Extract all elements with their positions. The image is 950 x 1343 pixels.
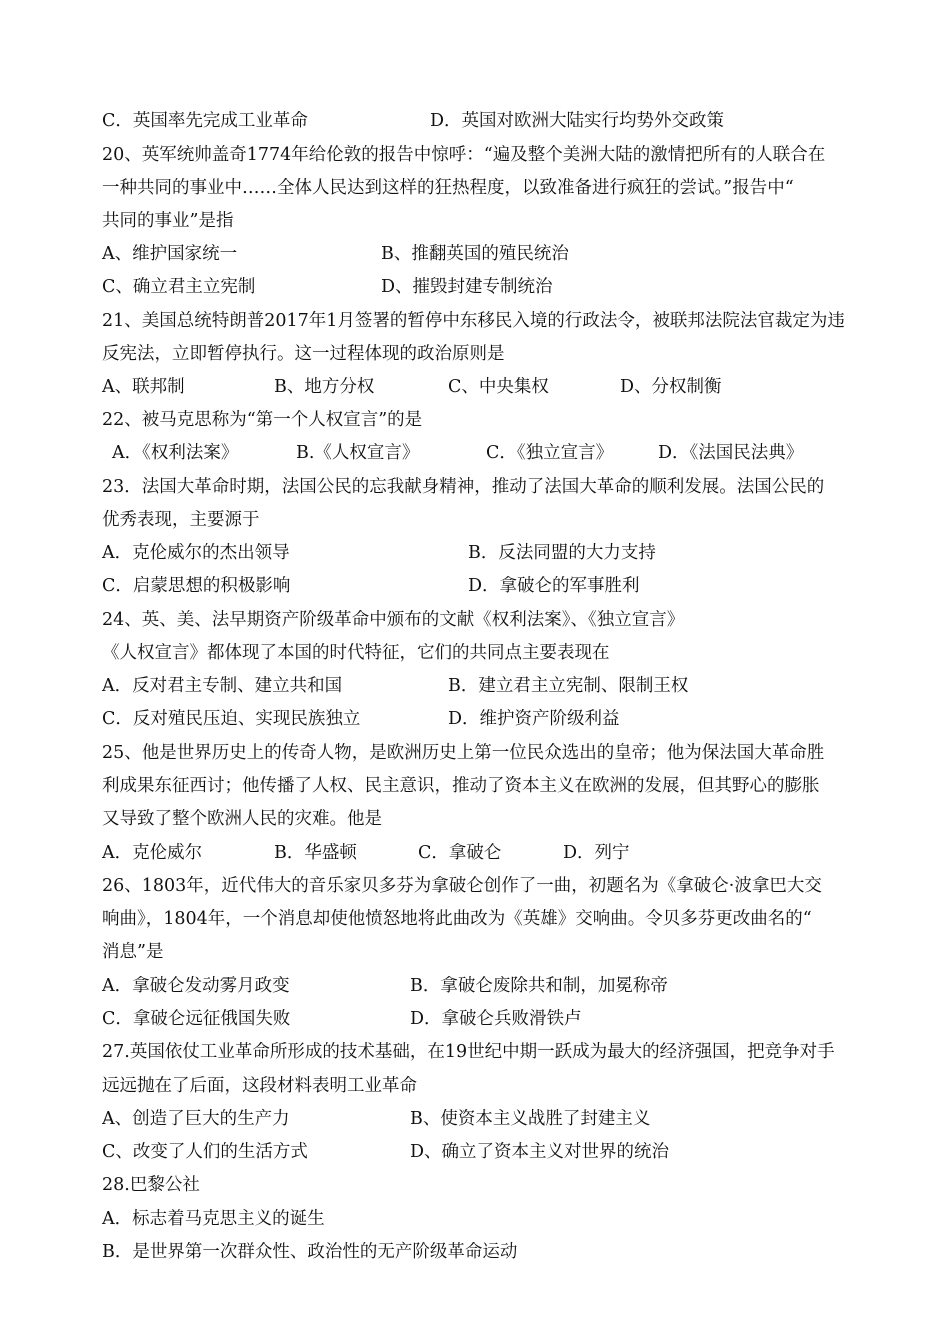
q23-option-b: B．反法同盟的大力支持 [468, 543, 656, 563]
q22-option-b: B.《人权宣言》 [296, 443, 420, 463]
q21-option-a: A、联邦制 [102, 377, 185, 397]
q20-stem-line-2: 一种共同的事业中……全体人民达到这样的狂热程度，以致准备进行疯狂的尝试。”报告中“ [102, 178, 794, 198]
q26-option-c: C．拿破仑远征俄国失败 [102, 1009, 291, 1029]
q23-stem-line-1: 23．法国大革命时期，法国公民的忘我献身精神，推动了法国大革命的顺利发展。法国公民的 [102, 477, 825, 497]
q20-option-d: D、摧毁封建专制统治 [381, 277, 553, 297]
q27-option-d: D、确立了资本主义对世界的统治 [410, 1142, 670, 1162]
q24-option-a: A．反对君主专制、建立共和国 [102, 676, 343, 696]
q24-option-b: B．建立君主立宪制、限制王权 [448, 676, 689, 696]
q22-option-d: D．《法国民法典》 [658, 443, 804, 463]
q27-stem-line-2: 远远抛在了后面，这段材料表明工业革命 [102, 1076, 417, 1096]
q26-option-b: B．拿破仑废除共和制，加冕称帝 [410, 976, 668, 996]
q21-stem-line-2: 反宪法，立即暂停执行。这一过程体现的政治原则是 [102, 344, 505, 364]
q26-stem-line-3: 消息”是 [102, 942, 164, 962]
q28-option-a: A．标志着马克思主义的诞生 [102, 1209, 325, 1229]
q25-option-d: D．列宁 [563, 843, 630, 863]
q27-stem-line-1: 27.英国依仗工业革命所形成的技术基础，在19世纪中期一跃成为最大的经济强国，把竞争对手 [102, 1042, 835, 1062]
q26-option-a: A．拿破仑发动雾月政变 [102, 976, 290, 996]
q23-option-d: D．拿破仑的军事胜利 [468, 576, 640, 596]
q21-option-d: D、分权制衡 [620, 377, 722, 397]
q28-stem-line-1: 28.巴黎公社 [102, 1175, 200, 1195]
q22-option-a: A．《权利法案》 [112, 443, 239, 463]
q27-option-a: A、创造了巨大的生产力 [102, 1109, 290, 1129]
q20-option-b: B、推翻英国的殖民统治 [381, 244, 569, 264]
q22-stem-line-1: 22、被马克思称为“第一个人权宣言”的是 [102, 410, 423, 430]
q21-option-b: B、地方分权 [274, 377, 375, 397]
q20-option-c: C、确立君主立宪制 [102, 277, 256, 297]
q25-option-b: B．华盛顿 [274, 843, 357, 863]
q24-stem-line-2: 《人权宣言》都体现了本国的时代特征，它们的共同点主要表现在 [102, 643, 610, 663]
q23-stem-line-2: 优秀表现，主要源于 [102, 510, 260, 530]
q19-option-d: D．英国对欧洲大陆实行均势外交政策 [430, 111, 725, 131]
q23-option-a: A．克伦威尔的杰出领导 [102, 543, 290, 563]
q19-option-c: C．英国率先完成工业革命 [102, 111, 308, 131]
q25-stem-line-2: 利成果东征西讨；他传播了人权、民主意识，推动了资本主义在欧洲的发展，但其野心的膨胀 [102, 776, 820, 796]
q24-stem-line-1: 24、英、美、法早期资产阶级革命中颁布的文献《权利法案》、《独立宣言》 [102, 610, 685, 630]
q20-stem-line-1: 20、英军统帅盖奇1774年给伦敦的报告中惊呼：“遍及整个美洲大陆的激情把所有的人联合在 [102, 145, 826, 165]
q20-stem-line-3: 共同的事业”是指 [102, 211, 234, 231]
q26-stem-line-1: 26、1803年，近代伟大的音乐家贝多芬为拿破仑创作了一曲，初题名为《拿破仑·波拿巴大交 [102, 876, 822, 896]
q28-option-b: B．是世界第一次群众性、政治性的无产阶级革命运动 [102, 1242, 518, 1262]
q24-option-d: D．维护资产阶级利益 [448, 709, 620, 729]
q21-stem-line-1: 21、美国总统特朗普2017年1月签署的暂停中东移民入境的行政法令，被联邦法院法官裁定为违 [102, 311, 845, 331]
q22-option-c: C．《独立宣言》 [486, 443, 614, 463]
q23-option-c: C．启蒙思想的积极影响 [102, 576, 291, 596]
q24-option-c: C．反对殖民压迫、实现民族独立 [102, 709, 361, 729]
q25-stem-line-1: 25、他是世界历史上的传奇人物，是欧洲历史上第一位民众选出的皇帝；他为保法国大革命胜 [102, 743, 825, 763]
q20-option-a: A、维护国家统一 [102, 244, 238, 264]
q26-stem-line-2: 响曲》，1804年，一个消息却使他愤怒地将此曲改为《英雄》交响曲。令贝多芬更改曲名的“ [102, 909, 812, 929]
q25-stem-line-3: 又导致了整个欧洲人民的灾难。他是 [102, 809, 382, 829]
q25-option-a: A．克伦威尔 [102, 843, 203, 863]
q27-option-b: B、使资本主义战胜了封建主义 [410, 1109, 651, 1129]
q27-option-c: C、改变了人们的生活方式 [102, 1142, 308, 1162]
q25-option-c: C．拿破仑 [418, 843, 502, 863]
q21-option-c: C、中央集权 [448, 377, 549, 397]
q26-option-d: D．拿破仑兵败滑铁卢 [410, 1009, 582, 1029]
